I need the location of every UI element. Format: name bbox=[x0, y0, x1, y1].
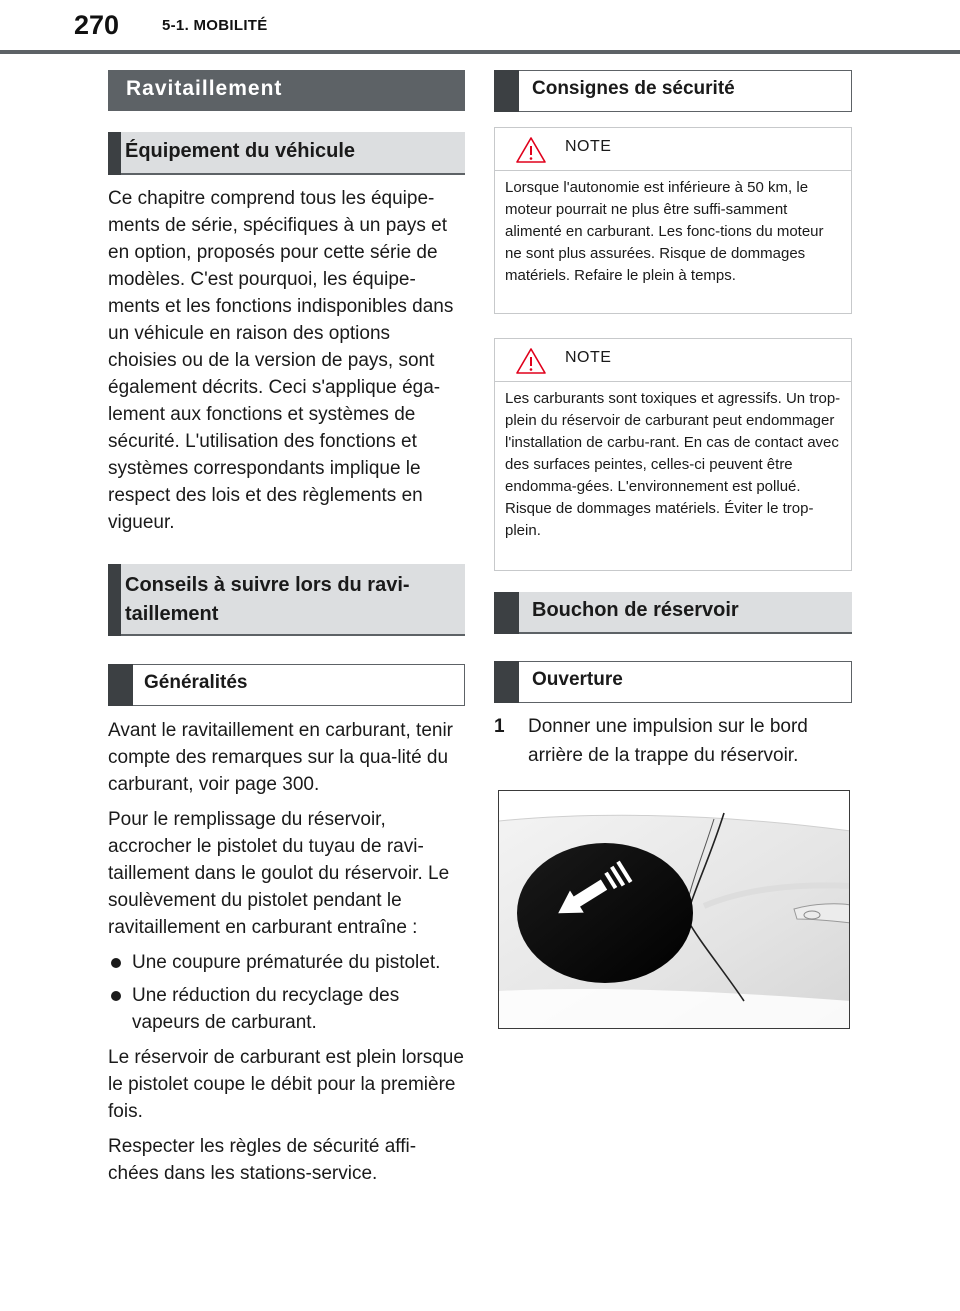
note-box-autonomie bbox=[494, 127, 852, 314]
step-1 bbox=[494, 712, 852, 770]
equipement-paragraph: Ce chapitre comprend tous les équipe-ments de série, spécifiques à un pays et en option, proposés pour cette série de modèles. C'est pourquoi, les équipe-ments et les fonctions indisponibles dans un véhicule en raison des options choisies ou de la version de pays, sont également décrits. Ceci s'applique éga-lement aux fonctions et systèmes de sécurité. L'utilisation des fonctions et systèmes correspondants implique le respect des lois et des règlements en vigueur. bbox=[108, 188, 454, 533]
subsection-generalites-title: Généralités bbox=[144, 672, 248, 693]
step-number: 1 bbox=[494, 716, 505, 737]
bullet-list bbox=[108, 949, 465, 1036]
section-bouchon-title: Bouchon de réservoir bbox=[532, 599, 739, 621]
note-header bbox=[495, 128, 851, 171]
subsection-ouverture-title: Ouverture bbox=[532, 669, 623, 690]
bullet-text: Une réduction du recyclage des vapeurs de carburant. bbox=[132, 985, 400, 1033]
note-text: Lorsque l'autonomie est inférieure à 50 km, le moteur pourrait ne plus être suffi-samment alimenté en carburant. Les fonc-tions du moteur ne sont plus assurées. Risque de dommages matériels. Refaire le plein à temps. bbox=[505, 179, 824, 284]
subsection-ouverture bbox=[494, 661, 852, 703]
fuel-flap-illustration bbox=[498, 790, 850, 1029]
bullet-icon bbox=[111, 991, 121, 1001]
bullet-icon bbox=[111, 958, 121, 968]
page-header bbox=[0, 0, 960, 56]
car-side-drawing bbox=[499, 791, 850, 1029]
note-box-carburants bbox=[494, 338, 852, 571]
section-bouchon-reservoir bbox=[494, 592, 852, 634]
bullet-item bbox=[108, 949, 465, 976]
note-title: NOTE bbox=[565, 349, 612, 366]
paragraph-regles-securite: Respecter les règles de sécurité affi-chées dans les stations-service. bbox=[108, 1136, 417, 1184]
left-column bbox=[108, 70, 465, 1187]
subsection-conseils bbox=[108, 564, 465, 636]
right-column bbox=[494, 70, 852, 770]
step-text: Donner une impulsion sur le bord arrière de la trappe du réservoir. bbox=[528, 716, 808, 766]
subsection-equipement-title: Équipement du véhicule bbox=[125, 140, 356, 162]
section-title-ravitaillement: Ravitaillement bbox=[108, 70, 465, 111]
subsection-conseils-title: Conseils à suivre lors du ravi-taillement bbox=[125, 574, 410, 625]
chapter-title: 5-1. MOBILITÉ bbox=[162, 17, 268, 34]
warning-triangle-icon bbox=[515, 347, 547, 375]
bullet-text: Une coupure prématurée du pistolet. bbox=[132, 952, 441, 973]
bullet-item bbox=[108, 982, 465, 1036]
paragraph-reservoir-plein: Le réservoir de carburant est plein lorsque le pistolet coupe le débit pour la première fois. bbox=[108, 1047, 464, 1122]
paragraph-remplissage: Pour le remplissage du réservoir, accrocher le pistolet du tuyau de ravi-taillement dans le goulot du réservoir. Le soulèvement du pistolet pendant le ravitaillement en carburant entraîne : bbox=[108, 809, 450, 938]
paragraph-avant-ravitaillement: Avant le ravitaillement en carburant, tenir compte des remarques sur la qua-lité du carburant, voir page 300. bbox=[108, 720, 453, 795]
subsection-generalites bbox=[108, 664, 465, 706]
warning-triangle-icon bbox=[515, 136, 547, 164]
header-rule bbox=[0, 50, 960, 54]
subsection-equipement bbox=[108, 132, 465, 175]
note-text: Les carburants sont toxiques et agressifs. Un trop-plein du réservoir de carburant peut endommager l'installation de carbu-rant. En cas de contact avec des surfaces peintes, celles-ci peuvent être endomma-gées. L'environnement est pollué. Risque de dommages matériels. Éviter le trop-plein. bbox=[505, 390, 841, 539]
section-consignes-title: Consignes de sécurité bbox=[532, 78, 735, 99]
page-number: 270 bbox=[74, 10, 120, 40]
section-consignes-securite bbox=[494, 70, 852, 112]
note-header bbox=[495, 339, 851, 382]
note-title: NOTE bbox=[565, 138, 612, 155]
